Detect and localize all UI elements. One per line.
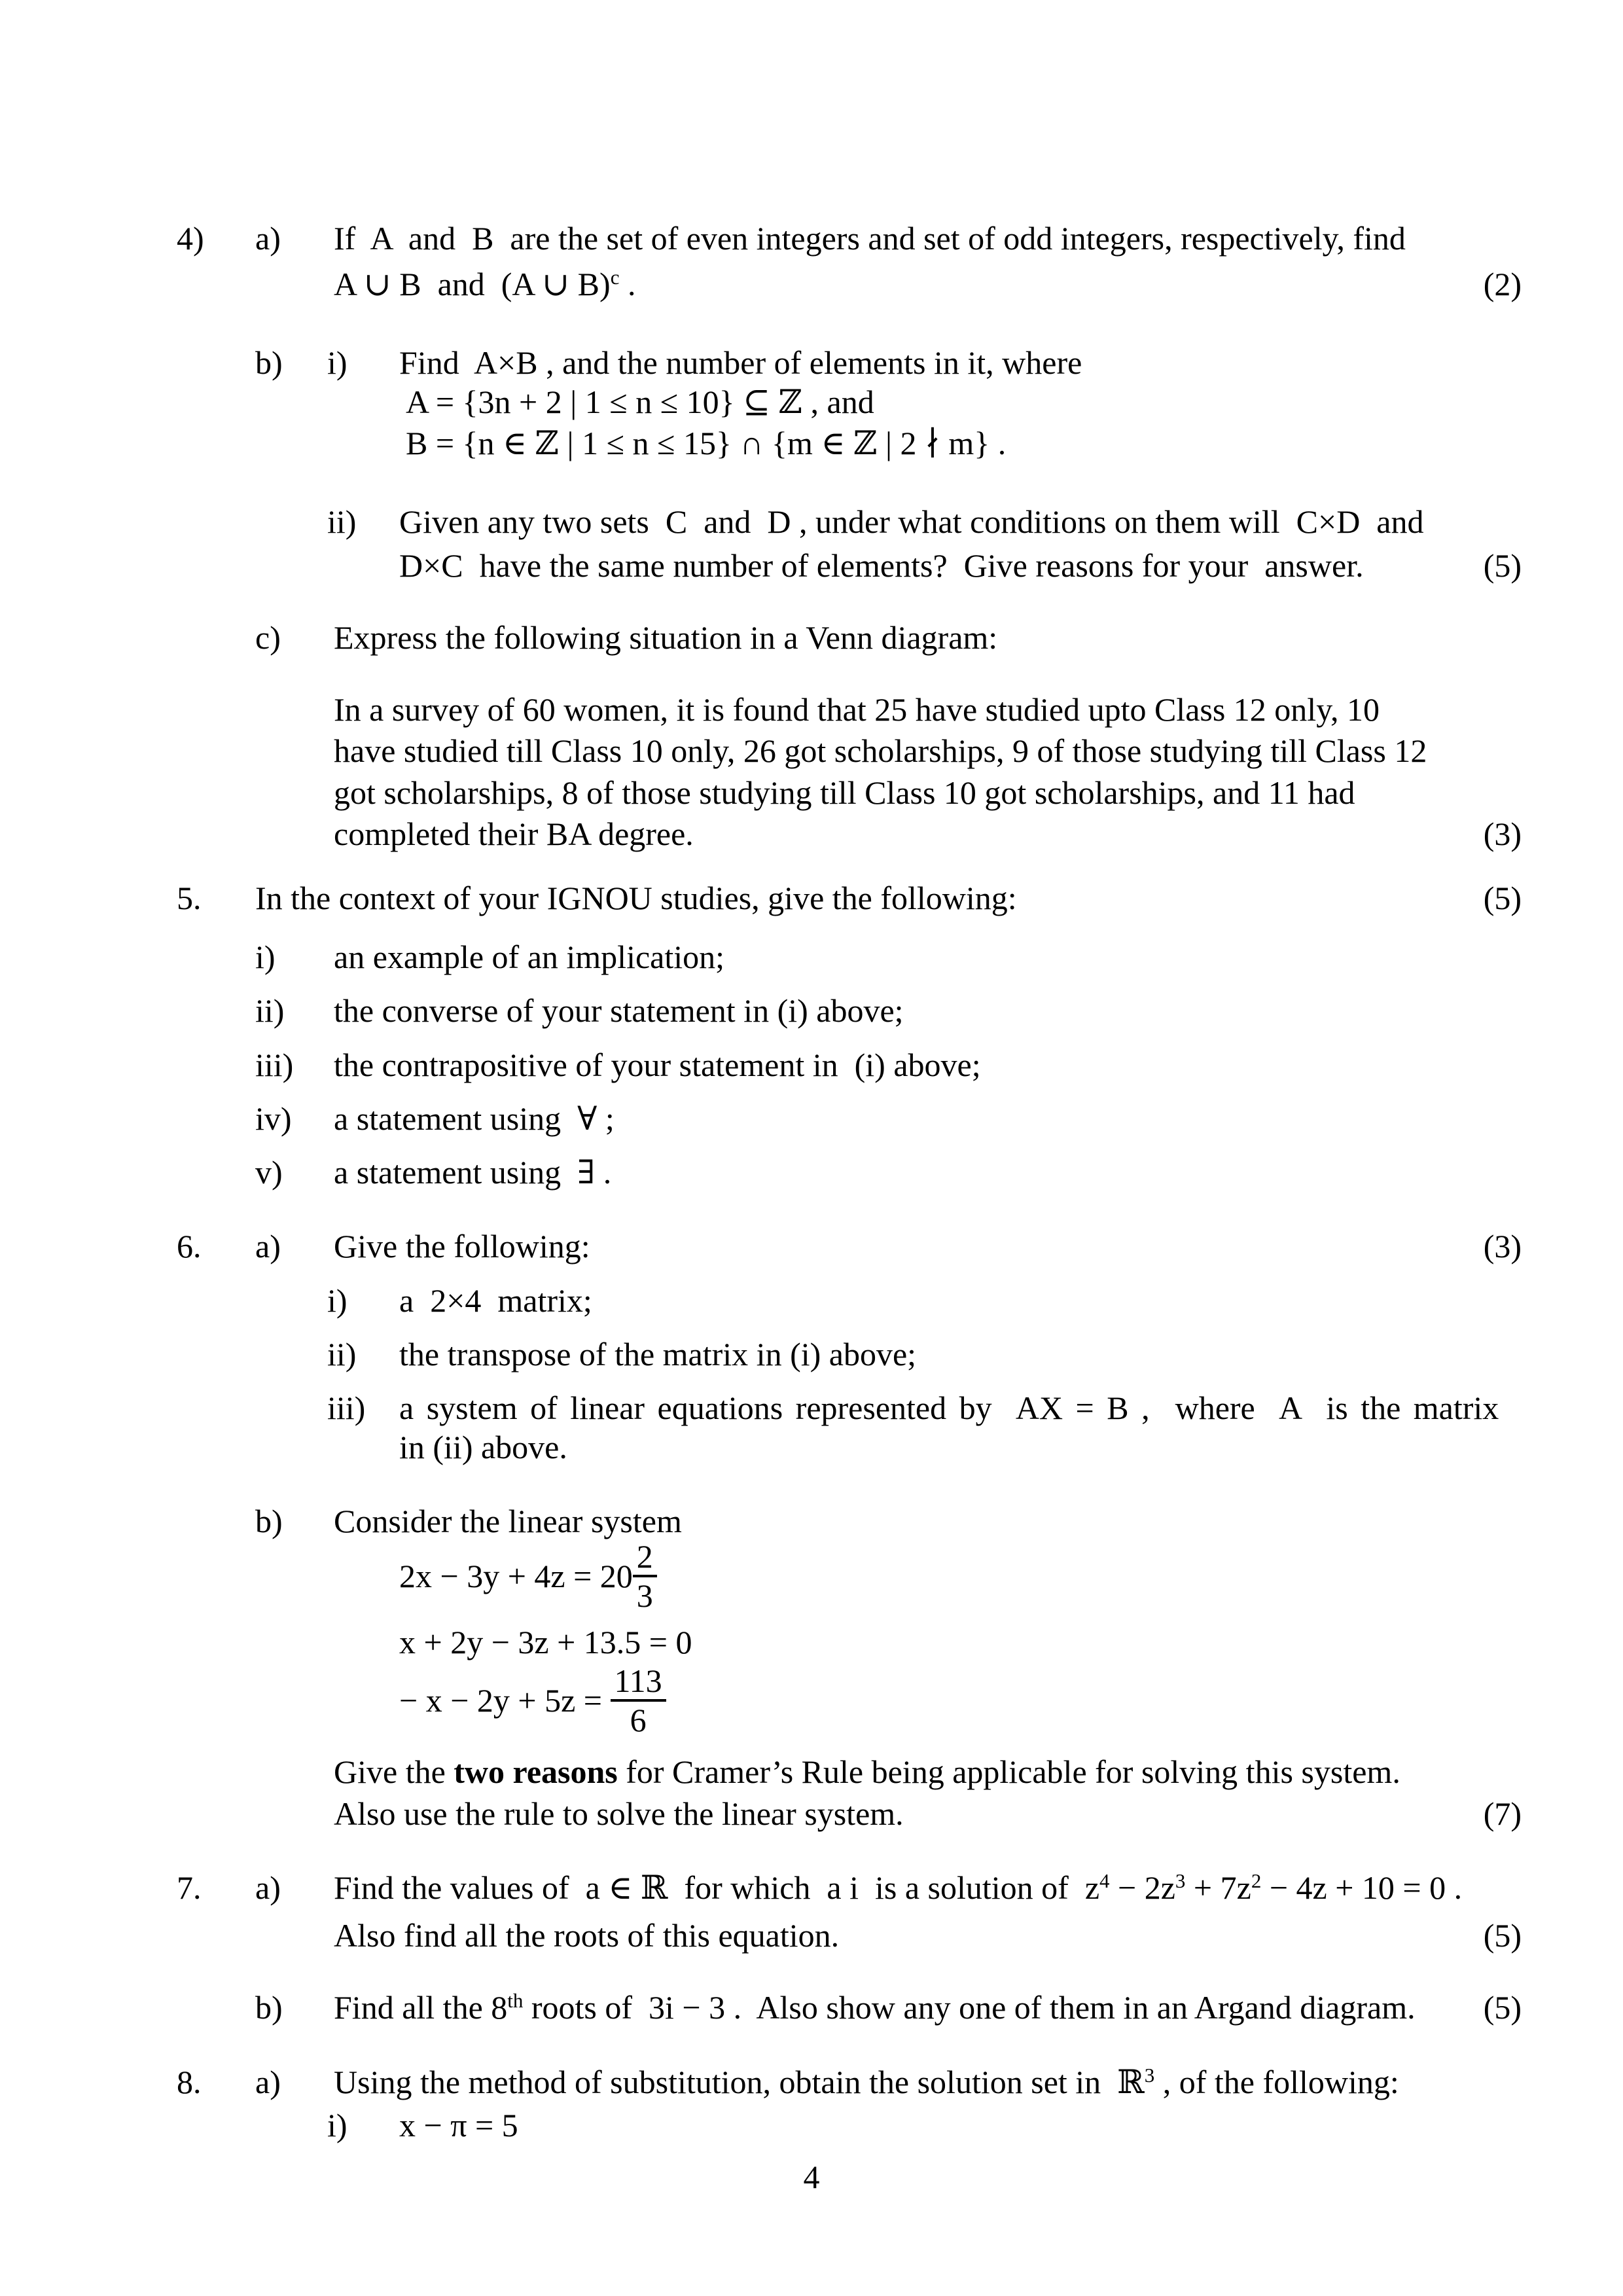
- q4a-marks: (2): [1483, 266, 1522, 302]
- q6b-cramer-line2: Also use the rule to solve the linear system. (7): [334, 1795, 1522, 1832]
- q6b-text: Consider the linear system: [334, 1503, 682, 1539]
- q6-number: 6.: [177, 1228, 202, 1265]
- q6b-equation-3: − x − 2y + 5z = $\frac{113}{6}$: [399, 1659, 666, 1741]
- q8a-item-i: i) x − π = 5: [327, 2107, 518, 2144]
- q6b-cramer-line1: Give the two reasons for Cramer’s Rule being applicable for solving this system.: [334, 1753, 1400, 1790]
- q5-item-iii: iii) the contrapositive of your statement in (i) above;: [255, 1047, 981, 1083]
- q4c-label: c): [255, 619, 281, 656]
- q4bii-text1: Given any two sets C and D , under what conditions on them will C×D and: [399, 503, 1424, 540]
- q7b-line: [0, 1988, 1623, 2028]
- q7-number: 7.: [177, 1869, 202, 1906]
- q4bii-label: ii): [327, 503, 357, 540]
- q6a-text: Give the following:: [334, 1228, 590, 1265]
- q7a-line2: Also find all the roots of this equation. (5): [334, 1917, 1522, 1954]
- q8a-text: Using the method of substitution, obtain the solution set in ℝ$^3$ , of the following:: [334, 2063, 1399, 2100]
- q4bi-setB: [0, 424, 1623, 463]
- q4bi-label: i): [327, 344, 348, 381]
- q8a-equation: x − π = 5: [399, 2107, 518, 2144]
- q4bi-setA: [0, 383, 1623, 422]
- q4a-label: a): [255, 220, 281, 257]
- q6a-marks: (3): [1483, 1228, 1522, 1265]
- q7a-line1: [0, 1869, 1623, 1908]
- q5-text: In the context of your IGNOU studies, give the following:: [255, 880, 1017, 916]
- q5-item-v: v) a statement using ∃ .: [255, 1154, 612, 1191]
- q4bii-marks: (5): [1483, 547, 1522, 584]
- setB-formula: B = {n ∈ ℤ | 1 ≤ n ≤ 15} ∩ {m ∈ ℤ | 2 ∤ m} .: [406, 425, 1007, 461]
- q8a-label: a): [255, 2064, 281, 2100]
- q4c-para3: got scholarships, 8 of those studying till Class 10 got scholarships, and 11 had: [334, 774, 1355, 811]
- q8a-line1: [0, 2063, 1623, 2102]
- superscript-c: c: [610, 265, 620, 289]
- q5-item-i: i) an example of an implication;: [255, 939, 725, 975]
- q4a-text: If A and B are the set of even integers and set of odd integers, respectively, find: [334, 220, 1406, 257]
- q4bi-text: Find A×B , and the number of elements in it, where: [399, 344, 1082, 381]
- q7a-marks: (5): [1483, 1917, 1522, 1954]
- q6b-label: b): [255, 1503, 283, 1539]
- superscript-4: 4: [1099, 1869, 1110, 1892]
- q5-number: 5.: [177, 880, 202, 916]
- q7b-label: b): [255, 1989, 283, 2026]
- q5-stem: [0, 879, 1623, 918]
- q4a-formula: A ∪ B and (A ∪ B)$^c$ .: [334, 265, 636, 302]
- setA-formula: A = {3n + 2 | 1 ≤ n ≤ 10} ⊆ ℤ , and: [406, 384, 874, 420]
- q4bi-line1: [0, 344, 1623, 383]
- q4a-line2: [0, 265, 1623, 304]
- q6a-item-ii: ii) the transpose of the matrix in (i) above;: [327, 1336, 917, 1372]
- bold-two-reasons: two reasons: [454, 1753, 618, 1790]
- q6b-stem: [0, 1502, 1623, 1541]
- q4a-line1: [0, 219, 1623, 259]
- q6b-marks: (7): [1483, 1795, 1522, 1832]
- q4c-para1: In a survey of 60 women, it is found that 25 have studied upto Class 12 only, 10: [334, 691, 1380, 728]
- q4c-para2: have studied till Class 10 only, 26 got scholarships, 9 of those studying till Class 12: [334, 732, 1427, 769]
- fraction-2-3: $\frac{2}{3}$: [633, 1538, 657, 1614]
- q6a-item-i: i) a 2×4 matrix;: [327, 1282, 592, 1319]
- q4c-text: Express the following situation in a Venn diagram:: [334, 619, 998, 656]
- q4bii-line2: [0, 547, 1623, 586]
- q5-item-ii: ii) the converse of your statement in (i) above;: [255, 992, 904, 1029]
- q7a-label: a): [255, 1869, 281, 1906]
- superscript-3-r: 3: [1144, 2063, 1155, 2087]
- q6a-label: a): [255, 1228, 281, 1265]
- q6b-equation-1: 2x − 3y + 4z = 20 $\frac{2}{3}$: [399, 1535, 657, 1617]
- q5-marks: (5): [1483, 880, 1522, 916]
- q4bii-line1: [0, 503, 1623, 542]
- q5-item-iv: iv) a statement using ∀ ;: [255, 1100, 615, 1137]
- q6b-equation-2: x + 2y − 3z + 13.5 = 0: [399, 1624, 692, 1660]
- q7a-polynomial: Find the values of a ∈ ℝ for which a i is a solution of $z^4 - 2z^3 + 7z^2 - 4z + 10 = 0$ .: [334, 1869, 1463, 1906]
- superscript-th: th: [507, 1988, 524, 2012]
- q4b-label: b): [255, 344, 283, 381]
- q4c-line1: [0, 619, 1623, 658]
- q4c-para4: completed their BA degree. (3): [334, 816, 1522, 852]
- page-number: 4: [803, 2159, 820, 2195]
- q4bii-text2: D×C have the same number of elements? Give reasons for your answer.: [399, 547, 1364, 584]
- q8-number: 8.: [177, 2064, 202, 2100]
- q6a-item-iii-line2: in (ii) above.: [399, 1429, 567, 1465]
- q7b-text: Find all the 8th roots of 3i − 3 . Also show any one of them in an Argand diagram.: [334, 1988, 1416, 2026]
- q4-number: 4): [177, 220, 204, 257]
- fraction-113-6: $\frac{113}{6}$: [611, 1662, 666, 1738]
- q6a-stem: [0, 1227, 1623, 1266]
- q7b-marks: (5): [1483, 1989, 1522, 2026]
- superscript-2: 2: [1251, 1869, 1262, 1892]
- q4c-marks: (3): [1483, 816, 1522, 852]
- superscript-3: 3: [1175, 1869, 1186, 1892]
- q6a-item-iii: iii) a system of linear equations represented by AX = B , where A is the matrix: [327, 1390, 1499, 1426]
